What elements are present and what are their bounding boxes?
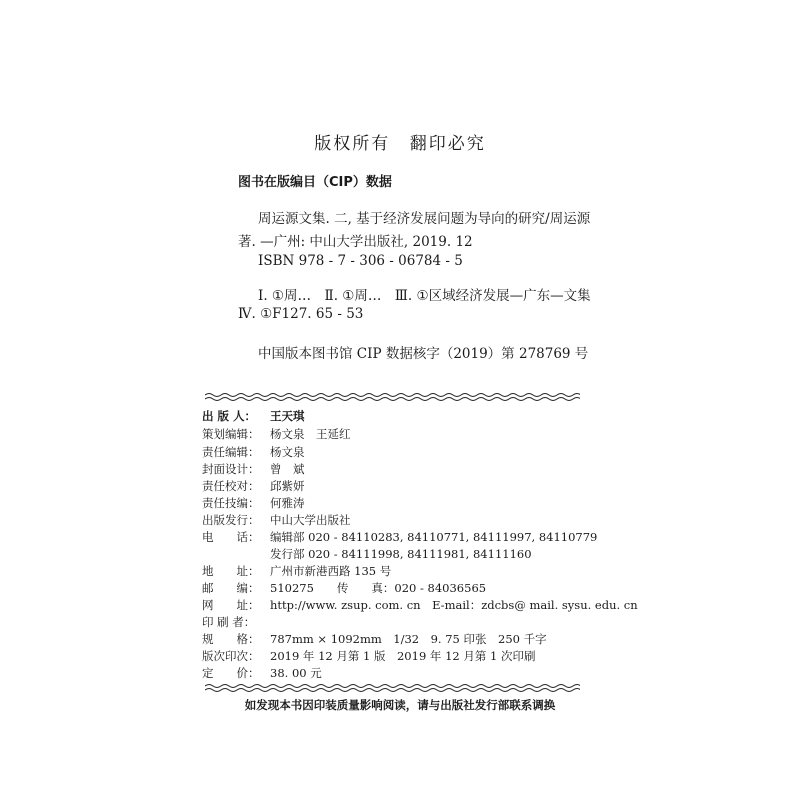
info-label: 策划编辑： [202,427,260,441]
info-label: 封面设计： [202,462,260,476]
info-value: 王天琪 [270,409,305,423]
wavy-divider-bottom [205,683,580,693]
print-quality-notice: 如发现本书因印装质量影响阅读，请与出版社发行部联系调换 [244,698,556,712]
info-value: 发行部 020 - 84111998, 84111981, 84111160 [270,547,532,561]
cip-class1: Ⅰ. ①周… Ⅱ. ①周… Ⅲ. ①区域经济发展—广东—文集 [258,288,591,304]
info-phone [202,529,597,546]
info-value: 787mm × 1092mm 1/32 9. 75 印张 250 千字 [270,632,547,646]
info-printer [202,614,270,631]
info-value: 何雅涛 [270,496,305,510]
info-planning-editor [202,426,351,443]
info-label: 出版发行： [202,513,260,527]
info-publisher [202,512,351,529]
info-value: 中山大学出版社 [270,513,351,527]
info-proofreader [202,478,305,495]
copyright-right: 翻印必究 [409,134,486,154]
info-postcode [202,580,486,597]
info-label: 定 价： [202,666,260,680]
copyright-notice [0,129,800,154]
info-value: 510275 传 真：020 - 84036565 [270,581,487,595]
info-publisher-person [202,408,305,425]
cip-number: 中国版本图书馆 CIP 数据核字（2019）第 278769 号 [258,346,589,362]
info-responsible-editor [202,444,305,461]
info-spec [202,631,547,648]
cip-class2: Ⅳ. ①F127. 65 - 53 [238,306,364,322]
info-label: 版次印次： [202,649,260,663]
info-website [202,597,638,614]
info-label: 责任校对： [202,479,260,493]
info-value: 曾 斌 [270,462,305,476]
info-cover-design [202,461,305,478]
info-label: 出 版 人： [202,409,257,423]
info-label: 地 址： [202,564,260,578]
info-value: http://www. zsup. com. cn E-mail：zdcbs@ mail. sysu. edu. cn [270,598,638,612]
info-value: 邱紫妍 [270,479,305,493]
copyright-left: 版权所有 [314,134,391,154]
info-label: 责任技编： [202,496,260,510]
info-price [202,665,322,682]
info-edition [202,648,536,665]
info-address [202,563,391,580]
cip-line2: 著. —广州: 中山大学出版社, 2019. 12 [238,234,473,250]
info-value: 编辑部 020 - 84110283, 84110771, 84111997, 84110779 [270,530,598,544]
info-label: 网 址： [202,598,260,612]
info-value: 广州市新港西路 135 号 [270,564,392,578]
info-label: 电 话： [202,530,260,544]
info-value: 38. 00 元 [270,666,322,680]
wavy-divider-top [205,392,580,402]
info-value: 2019 年 12 月第 1 版 2019 年 12 月第 1 次印刷 [270,649,536,663]
info-label: 责任编辑： [202,445,260,459]
cip-line1: 周运源文集. 二, 基于经济发展问题为导向的研究/周运源 [258,211,591,227]
info-tech-editor [202,495,305,512]
info-phone-2 [202,546,532,563]
cip-title: 图书在版编目（CIP）数据 [238,175,392,190]
info-value: 杨文泉 王延红 [270,427,351,441]
info-label: 规 格： [202,632,260,646]
info-label: 印 刷 者： [202,615,256,629]
info-label: 邮 编： [202,581,260,595]
cip-isbn: ISBN 978 - 7 - 306 - 06784 - 5 [258,253,463,269]
info-value: 杨文泉 [270,445,305,459]
